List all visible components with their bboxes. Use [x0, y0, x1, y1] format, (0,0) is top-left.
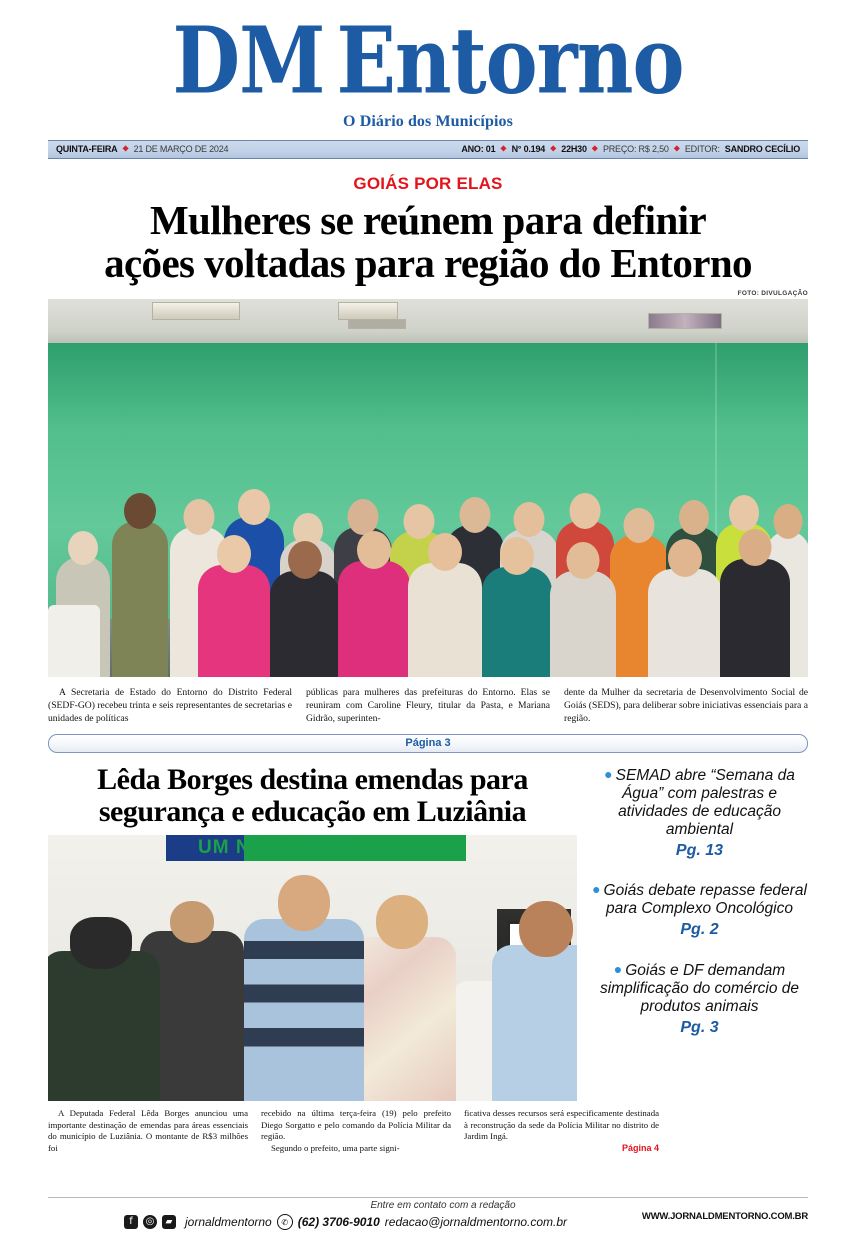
lead-caption-column-2: [306, 686, 550, 725]
second-headline-line-2: segurança e educação em Luziânia: [98, 794, 527, 828]
teaser-text: SEMAD abre “Semana da Água” com palestras e atividades de educação ambiental: [615, 766, 795, 838]
second-caption-text-2a: recebido na última terça-feira (19) pelo prefeito Diego Sorgatto e pelo comando da Polícia Militar da região.: [261, 1107, 451, 1142]
second-photo-woman: [348, 937, 456, 1101]
second-photo-man: [492, 945, 577, 1101]
edition-time: 22H30: [561, 144, 587, 155]
second-caption-column-3: [464, 1108, 659, 1155]
editor-name: SANDRO CECÍLIO: [724, 144, 800, 155]
lead-photo: [48, 299, 808, 677]
social-handle[interactable]: jornaldmentorno: [185, 1215, 272, 1229]
info-bar: [48, 140, 808, 159]
diamond-separator-icon: ◆: [673, 143, 680, 153]
photo-person: [482, 567, 552, 677]
logo-dm-text: DM: [172, 7, 325, 116]
footer-social-row: [124, 1214, 567, 1230]
lower-section: [48, 764, 808, 1101]
teaser-text: Goiás e DF demandam simplificação do comércio de produtos animais: [599, 961, 799, 1015]
whatsapp-icon[interactable]: ✆: [277, 1214, 293, 1230]
photo-person: [112, 521, 168, 677]
instagram-icon[interactable]: ◎: [143, 1215, 157, 1229]
teaser-page-ref[interactable]: Pg. 2: [680, 921, 719, 939]
photo-person: [648, 569, 722, 677]
photo-person: [408, 563, 482, 677]
masthead: [0, 0, 856, 131]
second-caption-column-1: [48, 1108, 248, 1155]
ceiling-tile: [348, 319, 406, 329]
lead-photo-credit: FOTO: DIVULGAÇÃO: [737, 289, 808, 297]
diamond-separator-icon: ◆: [500, 143, 507, 153]
teaser-page-ref[interactable]: Pg. 3: [680, 1018, 719, 1036]
lead-kicker: GOIÁS POR ELAS: [353, 173, 503, 193]
footer: [0, 1197, 856, 1241]
weekday-label: QUINTA-FEIRA: [56, 144, 118, 155]
photo-person: [550, 571, 616, 677]
second-story: [48, 764, 577, 1101]
lead-headline-line-1: Mulheres se reúnem para definir: [149, 196, 707, 243]
date-label: 21 DE MARÇO DE 2024: [133, 144, 229, 155]
teaser-page-ref[interactable]: Pg. 13: [675, 841, 724, 859]
second-page-reference[interactable]: Página 4: [621, 1143, 659, 1154]
facebook-icon[interactable]: f: [124, 1215, 138, 1229]
diamond-separator-icon: ◆: [550, 143, 557, 153]
photo-person: [720, 559, 790, 677]
lead-caption-text-1: A Secretaria de Estado do Entorno do Distrito Federal (SEDF-GO) recebeu trinta e seis representantes de secretarias e unidades de políticas: [48, 686, 292, 724]
issue-number: N° 0.194: [511, 144, 546, 155]
diamond-separator-icon: ◆: [591, 143, 598, 153]
lead-caption-column-3: [564, 686, 808, 725]
website-url[interactable]: WWW.JORNALDMENTORNO.COM.BR: [641, 1211, 808, 1222]
lead-headline-line-2: ações voltadas para região do Entorno: [104, 240, 752, 287]
twitter-icon[interactable]: ▰: [162, 1215, 176, 1229]
second-photo-banner-text: UM NOVO TEMPO CO: [198, 836, 412, 858]
second-caption: [48, 1108, 808, 1155]
ceiling-tile: [152, 302, 240, 320]
bullet-icon: ●: [613, 960, 623, 977]
footer-contact-label: Entre em contato com a redação: [370, 1200, 516, 1211]
lead-caption-column-1: [48, 686, 292, 725]
logo-wrapper: [0, 7, 856, 116]
phone-number[interactable]: (62) 3706-9010: [297, 1215, 380, 1229]
second-photo-mayor: [244, 919, 364, 1101]
teaser-item[interactable]: [591, 766, 808, 860]
bullet-icon: ●: [604, 765, 613, 782]
page-reference-banner[interactable]: Página 3: [48, 734, 808, 753]
info-bar-left: [56, 144, 228, 154]
second-caption-text-2b: Segundo o prefeito, uma parte signi-: [271, 1143, 400, 1154]
second-caption-text-1: A Deputada Federal Lêda Borges anunciou uma importante destinação de emendas para áreas essenciais do município de Luziânia. O montante de R$3 milhões foi: [48, 1107, 248, 1154]
second-caption-text-3: ficativa desses recursos será especificamente destinada à reconstrução da sede da Polícia Militar no distrito de Jardim Ingá.: [464, 1107, 659, 1142]
masthead-tagline: O Diário dos Municípios: [343, 112, 513, 130]
logo-entorno-text: Entorno: [336, 7, 684, 116]
second-caption-column-2: [261, 1108, 451, 1155]
teaser-item[interactable]: [591, 881, 808, 939]
editor-label: EDITOR:: [684, 144, 720, 155]
newspaper-logo: [172, 7, 684, 116]
photo-person: [338, 561, 410, 677]
price-label: PREÇO: R$ 2,50: [602, 144, 669, 155]
sidebar-teasers: [591, 764, 808, 1101]
photo-chair: [48, 605, 100, 677]
info-bar-right: [461, 144, 800, 154]
second-photo-officer: [48, 951, 160, 1101]
year-label: ANO: 01: [461, 144, 496, 155]
photo-person: [198, 565, 270, 677]
bullet-icon: ●: [592, 881, 601, 898]
lead-caption: [48, 686, 808, 725]
teaser-text: Goiás debate repasse federal para Complexo Oncológico: [603, 882, 807, 918]
second-headline-line-1: Lêda Borges destina emendas para: [97, 762, 528, 796]
ceiling-tile: [338, 302, 398, 320]
second-photo: [48, 835, 577, 1101]
diamond-separator-icon: ◆: [122, 143, 129, 153]
lead-caption-text-3: dente da Mulher da secretaria de Desenvolvimento Social de Goiás (SEDS), para deliberar sobre iniciativas essenciais para a região.: [564, 686, 808, 724]
ceiling-tile: [648, 313, 722, 329]
footer-divider: [48, 1197, 808, 1198]
lead-headline: [26, 196, 830, 287]
photo-person: [270, 571, 340, 677]
second-caption-spacer: [672, 1108, 808, 1155]
email-address[interactable]: redacao@jornaldmentorno.com.br: [384, 1215, 568, 1229]
second-headline: [48, 764, 577, 828]
teaser-item[interactable]: [591, 961, 808, 1037]
lead-caption-text-2: públicas para mulheres das prefeituras do Entorno. Elas se reuniram com Caroline Fleury, titular da Pasta, e Mariana Gidrão, superinten-: [306, 686, 550, 724]
